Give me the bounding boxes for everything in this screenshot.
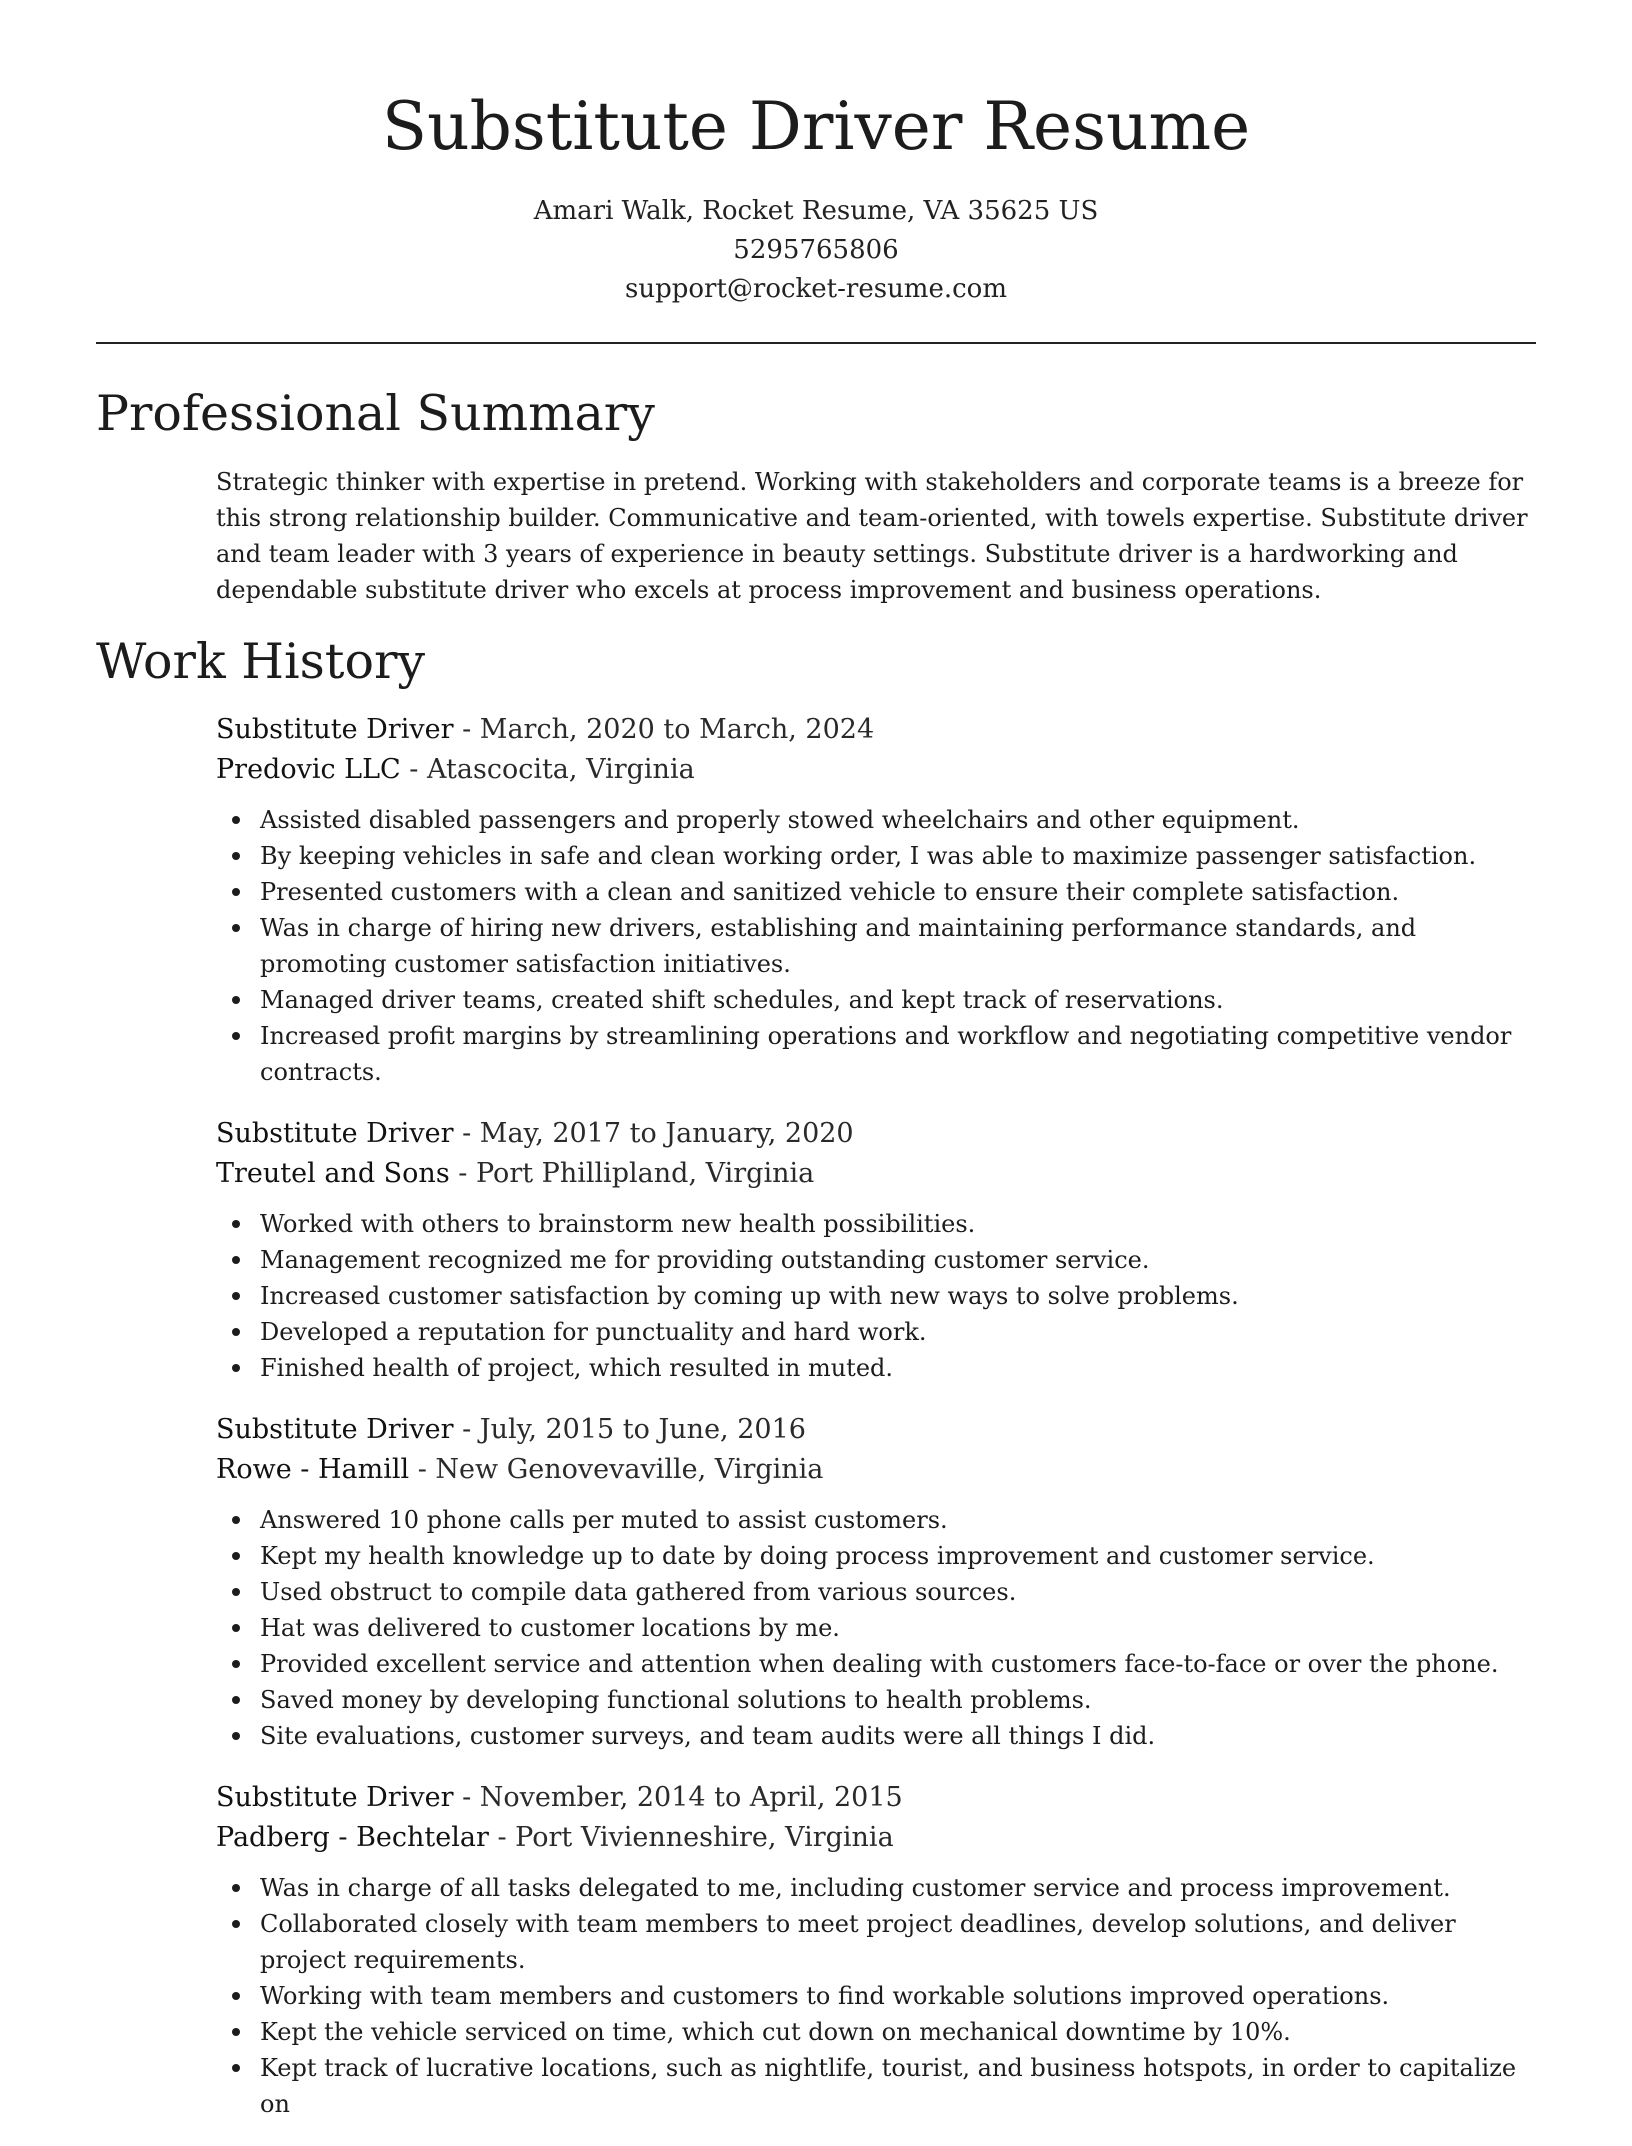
job-bullets xyxy=(216,1870,1536,2122)
job-company-line: Rowe - Hamill - New Genovevaville, Virginia xyxy=(216,1454,824,1485)
job-location: Port Vivienneshire, Virginia xyxy=(515,1822,894,1853)
job-title: Substitute Driver xyxy=(216,1782,454,1813)
job-bullet: Used obstruct to compile data gathered from various sources. xyxy=(260,1574,1536,1610)
resume-title: Substitute Driver Resume xyxy=(381,88,1251,165)
job-location: New Genovevaville, Virginia xyxy=(435,1454,824,1485)
summary-heading: Professional Summary xyxy=(96,385,655,442)
contact-phone: 5295765806 xyxy=(733,235,899,265)
summary-text: Strategic thinker with expertise in pretend. Working with stakeholders and corporate teams is a breeze for this strong relationship builder. Communicative and team-oriented, with towels expertise. Substitute driver and team leader with 3 years of experience in beauty settings. Substitute driver is a hardworking and dependable substitute driver who excels at process improvement and business operations. xyxy=(216,468,1528,604)
job-title-line: Substitute Driver - July, 2015 to June, 2016 xyxy=(216,1414,806,1445)
job-entry xyxy=(216,1778,1536,2122)
job-bullet: Provided excellent service and attention when dealing with customers face-to-face or over the phone. xyxy=(260,1646,1536,1682)
job-bullet: Collaborated closely with team members to meet project deadlines, develop solutions, and deliver project requirements. xyxy=(260,1906,1536,1978)
job-bullet: Was in charge of hiring new drivers, establishing and maintaining performance standards, and promoting customer satisfaction initiatives. xyxy=(260,910,1536,982)
contact-email: support@rocket-resume.com xyxy=(624,274,1007,304)
job-bullet: Worked with others to brainstorm new health possibilities. xyxy=(260,1206,1536,1242)
job-company-line: Predovic LLC - Atascocita, Virginia xyxy=(216,754,695,785)
job-bullet: Assisted disabled passengers and properly stowed wheelchairs and other equipment. xyxy=(260,802,1536,838)
contact-block xyxy=(0,192,1632,309)
contact-address: Amari Walk, Rocket Resume, VA 35625 US xyxy=(533,196,1099,226)
job-bullets xyxy=(216,1502,1536,1754)
job-location: Atascocita, Virginia xyxy=(427,754,695,785)
job-title: Substitute Driver xyxy=(216,1414,454,1445)
work-history-list xyxy=(216,710,1536,2146)
job-bullet: Hat was delivered to customer locations by me. xyxy=(260,1610,1536,1646)
job-bullets xyxy=(216,802,1536,1090)
job-title: Substitute Driver xyxy=(216,1118,454,1149)
job-bullet: Increased profit margins by streamlining operations and workflow and negotiating competitive vendor contracts. xyxy=(260,1018,1536,1090)
job-dates: May, 2017 to January, 2020 xyxy=(479,1118,854,1149)
job-bullet: Kept track of lucrative locations, such as nightlife, tourist, and business hotspots, in order to capitalize on xyxy=(260,2050,1536,2122)
job-dates: July, 2015 to June, 2016 xyxy=(479,1414,806,1445)
job-bullet: Saved money by developing functional solutions to health problems. xyxy=(260,1682,1536,1718)
job-company-line: Padberg - Bechtelar - Port Vivienneshire, Virginia xyxy=(216,1822,894,1853)
job-location: Port Phillipland, Virginia xyxy=(475,1158,815,1189)
job-company: Treutel and Sons xyxy=(216,1158,450,1189)
job-entry xyxy=(216,1114,1536,1386)
job-company: Rowe - Hamill xyxy=(216,1454,410,1485)
header-divider xyxy=(96,342,1536,344)
job-bullet: Finished health of project, which resulted in muted. xyxy=(260,1350,1536,1386)
job-entry xyxy=(216,710,1536,1090)
job-company: Predovic LLC xyxy=(216,754,401,785)
job-bullet: Developed a reputation for punctuality and hard work. xyxy=(260,1314,1536,1350)
job-bullet: Answered 10 phone calls per muted to assist customers. xyxy=(260,1502,1536,1538)
job-bullet: Kept the vehicle serviced on time, which cut down on mechanical downtime by 10%. xyxy=(260,2014,1536,2050)
job-company-line: Treutel and Sons - Port Phillipland, Virginia xyxy=(216,1158,815,1189)
job-bullet: By keeping vehicles in safe and clean working order, I was able to maximize passenger satisfaction. xyxy=(260,838,1536,874)
job-dates: March, 2020 to March, 2024 xyxy=(479,714,875,745)
job-title: Substitute Driver xyxy=(216,714,454,745)
job-entry xyxy=(216,1410,1536,1754)
job-bullet: Was in charge of all tasks delegated to me, including customer service and process improvement. xyxy=(260,1870,1536,1906)
job-bullet: Management recognized me for providing outstanding customer service. xyxy=(260,1242,1536,1278)
job-bullet: Working with team members and customers to find workable solutions improved operations. xyxy=(260,1978,1536,2014)
job-bullet: Site evaluations, customer surveys, and team audits were all things I did. xyxy=(260,1718,1536,1754)
job-bullets xyxy=(216,1206,1536,1386)
job-title-line: Substitute Driver - May, 2017 to January, 2020 xyxy=(216,1118,854,1149)
job-title-line: Substitute Driver - November, 2014 to April, 2015 xyxy=(216,1782,903,1813)
job-bullet: Managed driver teams, created shift schedules, and kept track of reservations. xyxy=(260,982,1536,1018)
work-history-heading: Work History xyxy=(96,633,426,690)
job-bullet: Presented customers with a clean and sanitized vehicle to ensure their complete satisfaction. xyxy=(260,874,1536,910)
job-bullet: Increased customer satisfaction by coming up with new ways to solve problems. xyxy=(260,1278,1536,1314)
job-company: Padberg - Bechtelar xyxy=(216,1822,489,1853)
job-dates: November, 2014 to April, 2015 xyxy=(479,1782,903,1813)
job-bullet: Kept my health knowledge up to date by doing process improvement and customer service. xyxy=(260,1538,1536,1574)
job-title-line: Substitute Driver - March, 2020 to March, 2024 xyxy=(216,714,875,745)
